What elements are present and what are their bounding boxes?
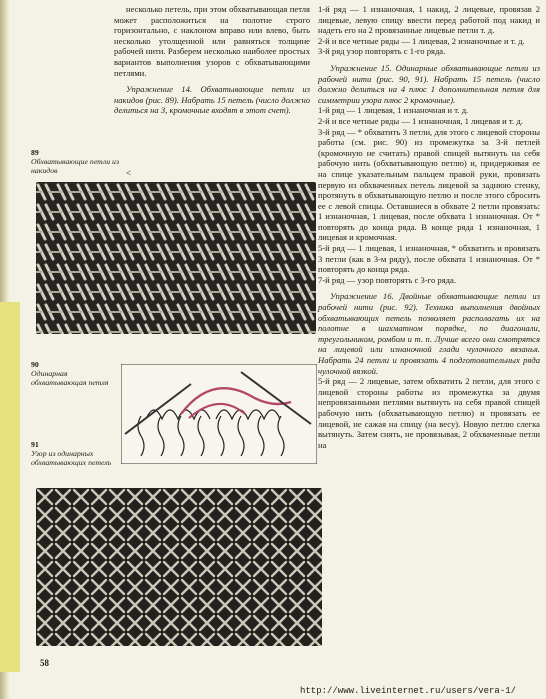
figure-91-caption: Узор из одинарных обхватывающих петель	[31, 449, 112, 468]
ex15-row1: 1-й ряд — 1 лицевая, 1 изнаночная и т. д.	[318, 105, 469, 116]
knit-photo-91	[36, 488, 322, 646]
knit-texture-89	[36, 182, 316, 334]
exercise-16-heading: Упражнение 16. Двойные обхватывающие петли из рабочей нити (рис. 92). Техника выполнения двойных обхватывающих петель позволяет располагать их на полотне в шахматном порядке, по диагонали, треугольником, ромбом и т. п. Лучше всего они смотрятся на лицевой или изнаночной глади чулочного вязанья. Набрать 24 петли и провязать 4 подготовительных ряда чулочной вязкой.	[318, 291, 540, 376]
page-number: 58	[40, 658, 49, 668]
figure-89-label	[31, 148, 121, 176]
ex14-row1: 1-й ряд — 1 изнаночная, 1 накид, 2 лицевые, провязав 2 лицевые, левую спицу ввести перед работой под накид и надеть его на 2 провязанные лицевые петли т. д.	[318, 4, 540, 36]
ex15-row3: 3-й ряд — * обхватить 3 петли, для этого с лицевой стороны работы (см. рис. 90) из промежутка за 3-й петлей (кромочную не считать) правой спицей вытянуть на себя рабочую нить (обхватывающую петлю) и, придерживая ее на спице указательным пальцем правой руки, провязать первую из обхваченных петель лицевой за заднюю стенку, протянуть в обхватывающую петлю и после этого сбросить ее с левой спицы. Оставшиеся в обхвате 2 петли провязать: 1 изнаночная, 1 лицевая, после обхвата 1 изнаночная. От * повторять до конца ряда. В конце ряда 1 изнаночная, 1 лицевая и кромочная.	[318, 126, 540, 243]
knit-photo-89	[36, 182, 316, 334]
figure-91-number: 91	[31, 440, 39, 449]
yellow-margin-strip	[0, 302, 20, 672]
middle-text-column	[114, 4, 310, 116]
figure-89-number: 89	[31, 148, 39, 157]
watermark-url: http://www.liveinternet.ru/users/vera-1/	[300, 686, 517, 696]
diagram-drawing	[121, 364, 317, 464]
figure-90-label	[31, 360, 121, 388]
exercise-14-heading: Упражнение 14. Обхватывающие петли из накидов (рис. 89). Набрать 15 петель (число должно делиться на 3, кромочные входят в этот счет).	[114, 84, 310, 116]
figure-91-label	[31, 440, 121, 468]
intro-paragraph: несколько петель, при этом обхватывающая петля может расположиться на полотне строго горизонтально, с наклоном вправо или влево, быть несколько утолщенной или равняться толщине рабочей нити. Разберем несколько наиболее простых вариантов выполнения узоров с обхватывающими петлями.	[114, 4, 310, 78]
exercise-15-heading: Упражнение 15. Одинарные обхватывающие петли из рабочей нити (рис. 90, 91). Набрать 15 петель (число должно делиться на 4 плюс 1 дополнительная петля для симметрии узора плюс 2 кромочные).	[318, 62, 540, 105]
ex15-row5: 5-й ряд — 1 лицевая, 1 изнаночная, * обхватить и провязать 3 петли (как в 3-м ряду), после обхвата 1 изнаночная. От * повторять до конца ряда.	[318, 243, 540, 275]
figure-90-caption: Одинарная обхватывающая петля	[31, 369, 109, 388]
figure-89-caption: Обхватывающие петли из накидов	[31, 157, 119, 176]
ex14-row2: 2-й и все четные ряды — 1 лицевая, 2 изнаночные и т. д.	[318, 35, 525, 46]
margin-mark: <	[126, 168, 132, 178]
stitch-diagram-90	[121, 364, 317, 464]
knit-texture-91	[36, 488, 322, 646]
ex14-row3: 3-й ряд узор повторять с 1-го ряда.	[318, 46, 446, 57]
figure-90-number: 90	[31, 360, 39, 369]
ex15-row2: 2-й и все четные ряды — 1 изнаночная, 1 лицевая и т. д.	[318, 115, 523, 126]
ex15-row7: 7-й ряд — узор повторять с 3-го ряда.	[318, 274, 457, 285]
ex16-row5: 5-й ряд — 2 лицевые, затем обхватить 2 петли, для этого с лицевой стороны работы из промежутка за двумя непровязанными петлями вытянуть на себя правой спицей рабочую нить (обхватывающую петлю) и провязать ее лицевой, не сажая на спицу (на весу). Новую петлю слегка вытянуть. Затем снять, не провязывая, 2 обхваченные петли на	[318, 376, 540, 450]
right-text-column	[318, 4, 540, 450]
